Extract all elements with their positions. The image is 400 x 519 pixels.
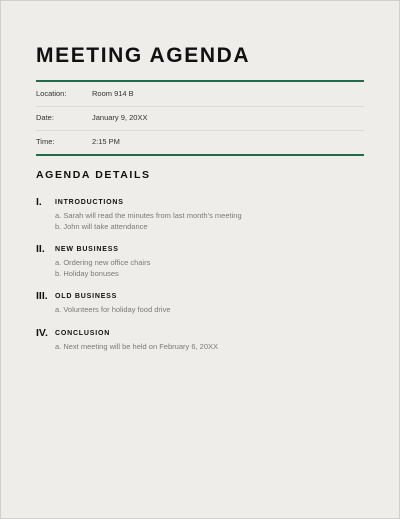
sub-item-list: [55, 304, 171, 315]
info-row-time: [36, 130, 364, 154]
sub-item-list: [55, 341, 218, 352]
sub-item: a. Next meeting will be held on February 6, 20XX: [55, 342, 219, 351]
info-row-date: [36, 106, 364, 131]
info-value-date: January 9, 20XX: [92, 113, 148, 122]
info-value-time: 2:15 PM: [92, 137, 120, 146]
item-numeral: III.: [36, 290, 48, 302]
bottom-divider: [36, 154, 364, 156]
item-title: OLD BUSINESS: [55, 293, 118, 300]
item-title: NEW BUSINESS: [55, 246, 119, 253]
sub-item: b. Holiday bonuses: [55, 269, 119, 278]
sub-item: a. Sarah will read the minutes from last month’s meeting: [55, 211, 242, 220]
section-heading: AGENDA DETAILS: [36, 169, 151, 181]
info-label-date: Date:: [36, 113, 54, 122]
info-row-location: [36, 82, 364, 107]
item-title: CONCLUSION: [55, 330, 111, 337]
sub-item-list: [55, 210, 242, 232]
sub-item: a. Volunteers for holiday food drive: [55, 305, 171, 314]
info-label-time: Time:: [36, 137, 55, 146]
sub-item: b. John will take attendance: [55, 222, 148, 231]
item-numeral: IV.: [36, 327, 48, 339]
info-value-location: Room 914 B: [92, 89, 134, 98]
item-title: INTRODUCTIONS: [55, 199, 124, 206]
item-numeral: II.: [36, 243, 45, 255]
document-title: MEETING AGENDA: [36, 44, 251, 67]
sub-item: a. Ordering new office chairs: [55, 258, 151, 267]
info-label-location: Location:: [36, 89, 67, 98]
item-numeral: I.: [36, 196, 42, 208]
sub-item-list: [55, 257, 150, 279]
